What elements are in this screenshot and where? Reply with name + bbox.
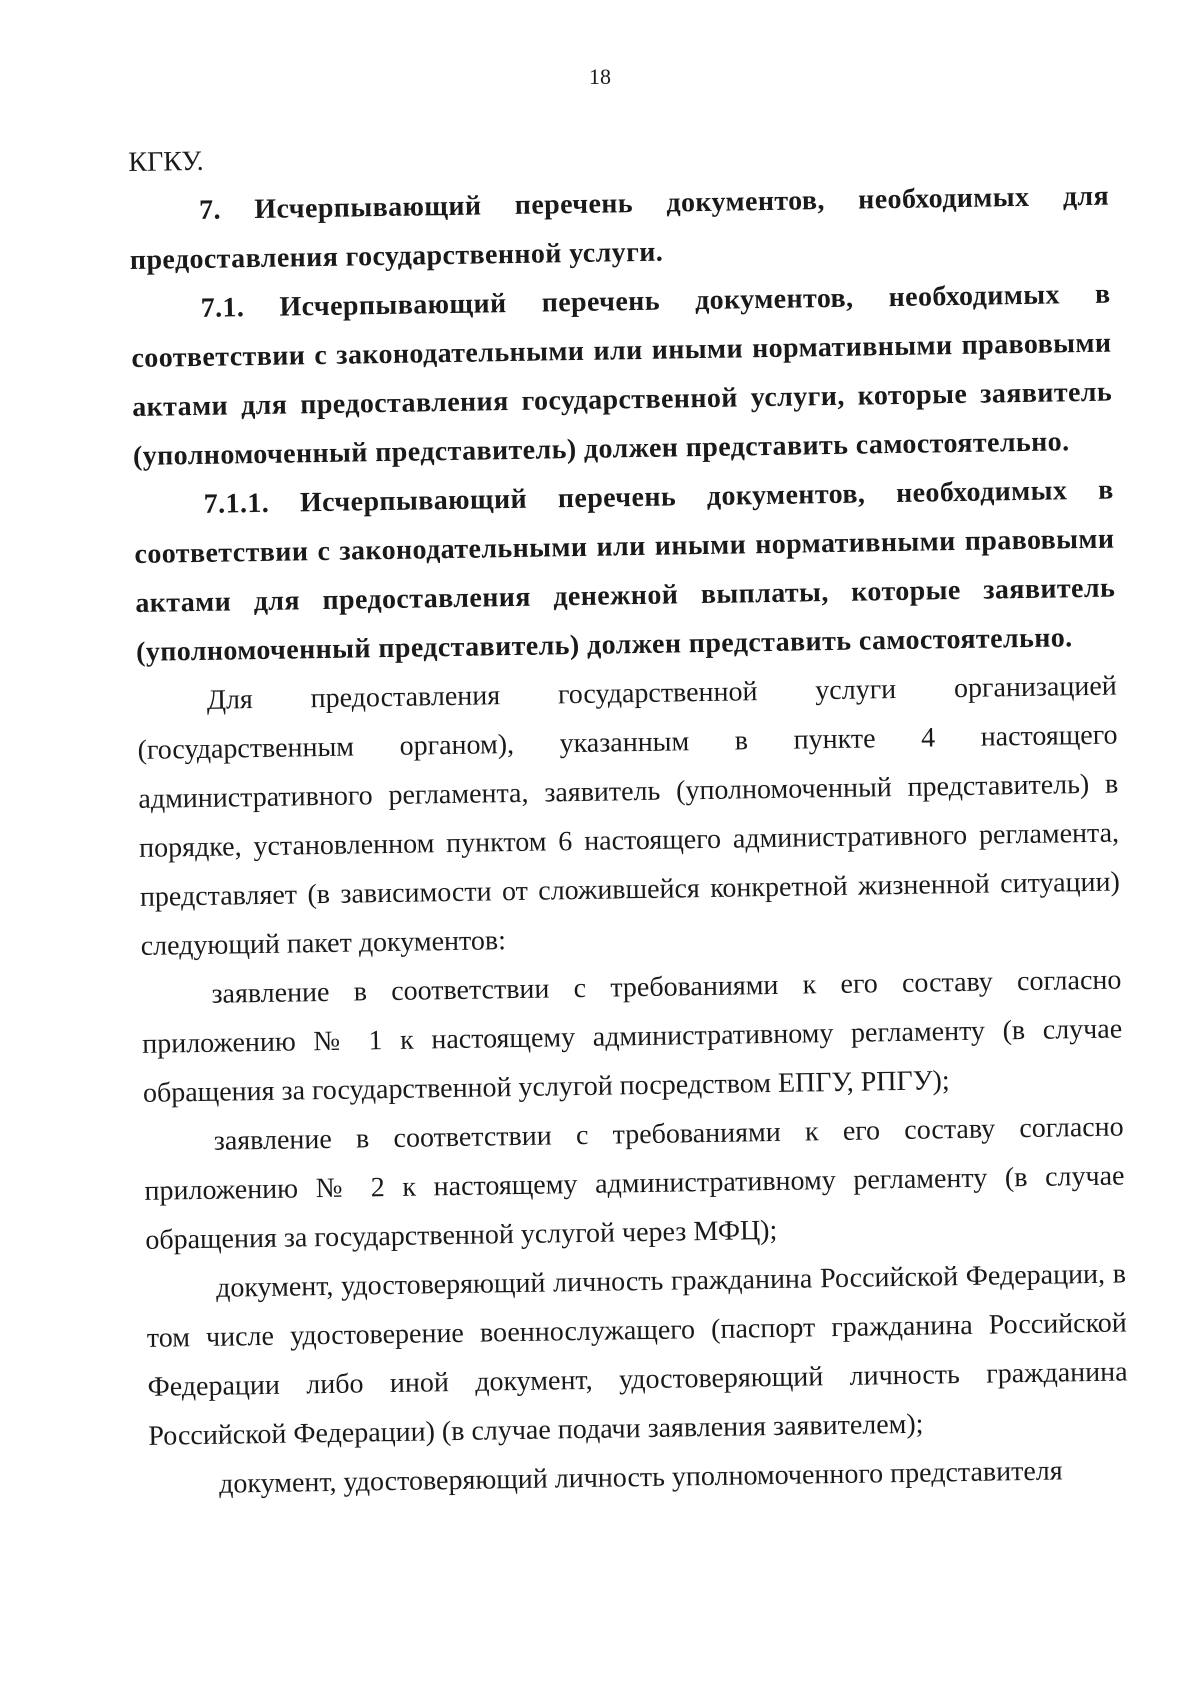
paragraph-continuation: КГКУ. xyxy=(128,145,204,178)
section-heading-7: 7. Исчерпывающий перечень документов, необходимых для предоставления государственной услуги. xyxy=(129,180,1110,276)
list-item: документ, удостоверяющий личность гражданина Российской Федерации, в том числе удостоверение военнослужащего (паспорт гражданина Российской Федерации либо иной документ, удостоверяющий личность гражданина Российской Федерации) (в случае подачи заявления заявителем); xyxy=(146,1258,1128,1452)
list-item: заявление в соответствии с требованиями к его составу согласно приложению № 1 к настоящему административному регламенту (в случае обращения за государственной услугой посредством ЕПГУ, РПГУ); xyxy=(141,964,1123,1109)
section-heading-7-1-1: 7.1.1. Исчерпывающий перечень документов, необходимых в соответствии с законодательными или иными нормативными правовыми актами для предоставления денежной выплаты, которые заявитель (уполномоченный представитель) должен представить самостоятельно. xyxy=(134,474,1116,668)
page-number: 18 xyxy=(589,64,611,89)
section-heading-7-1: 7.1. Исчерпывающий перечень документов, необходимых в соответствии с законодательными или иными нормативными правовыми актами для предоставления государственной услуги, которые заявитель (уполномоченный представитель) должен представить самостоятельно. xyxy=(131,278,1113,472)
list-item: заявление в соответствии с требованиями к его составу согласно приложению № 2 к настоящему административному регламенту (в случае обращения за государственной услугой через МФЦ); xyxy=(144,1111,1125,1256)
document-body xyxy=(128,123,1129,1510)
paragraph-intro: Для предоставления государственной услуги организацией (государственным органом), указанным в пункте 4 настоящего административного регламента, заявитель (уполномоченный представитель) в порядке, установленном пунктом 6 настоящего административного регламента, представляет (в зависимости от сложившейся конкретной жизненной ситуации) следующий пакет документов: xyxy=(137,670,1121,962)
list-item: документ, удостоверяющий личность уполномоченного представителя xyxy=(218,1455,1063,1500)
